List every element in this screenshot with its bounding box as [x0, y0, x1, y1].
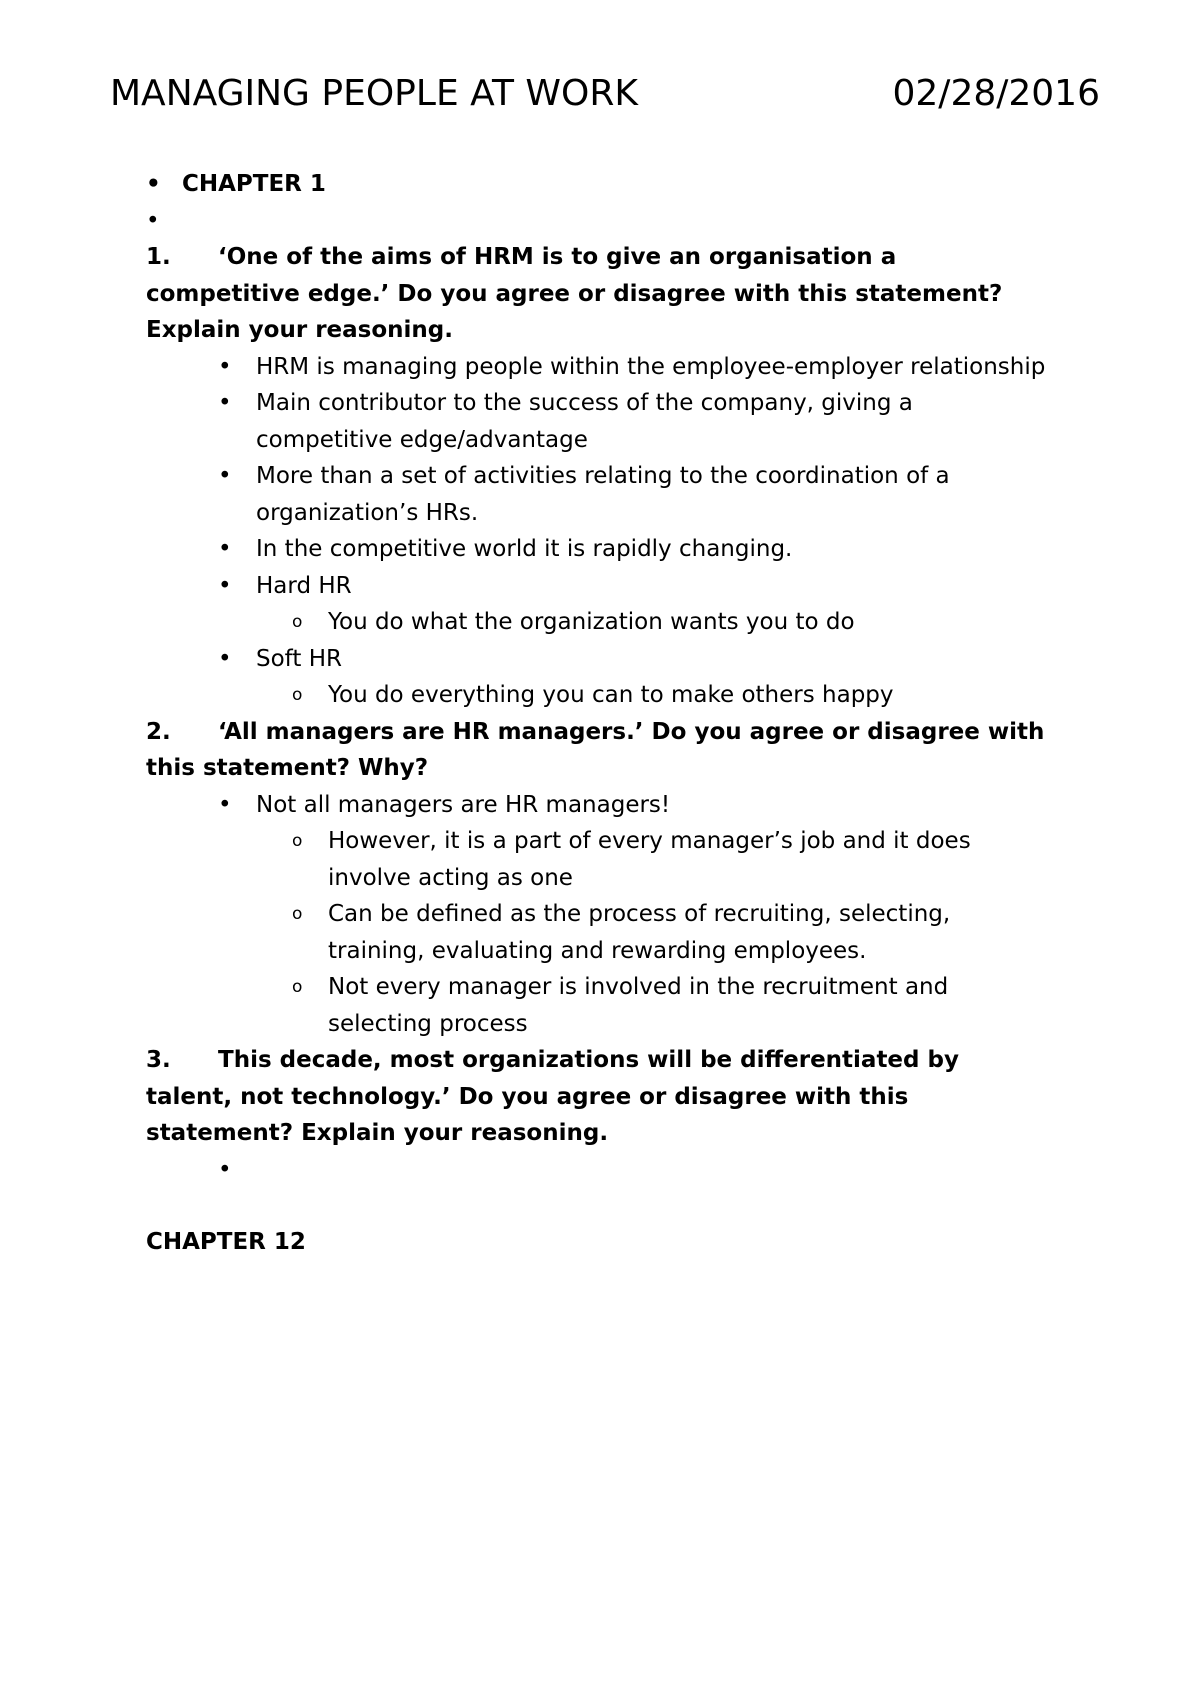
bullet-icon: •	[218, 463, 232, 489]
question-3	[146, 1042, 1046, 1152]
question-number: 1.	[146, 244, 171, 270]
answer-sub-text: You do everything you can to make others happy	[328, 682, 894, 708]
answer-sub-text: Can be defined as the process of recruiting, selecting, training, evaluating and rewarding employees.	[328, 901, 951, 964]
answer-sub-text: Not every manager is involved in the recruitment and selecting process	[328, 974, 949, 1037]
question-2	[146, 714, 1046, 787]
empty-bullet	[146, 203, 1046, 240]
answer-bullet	[146, 641, 1046, 678]
answer-text: Soft HR	[256, 645, 342, 672]
answer-sub-bullet	[146, 969, 1046, 1042]
bullet-icon: •	[146, 171, 161, 197]
question-text: This decade, most organizations will be differentiated by talent, not technology.’ Do you agree or disagree with this statement? Explain your reasoning.	[146, 1047, 959, 1146]
bullet-icon: •	[218, 1156, 232, 1183]
answer-text: Main contributor to the success of the company, giving a competitive edge/advantage	[256, 390, 913, 453]
circle-bullet-icon: o	[292, 904, 303, 924]
bullet-icon: •	[218, 390, 232, 416]
question-1	[146, 239, 1046, 349]
empty-answer-bullet	[146, 1152, 1046, 1189]
answer-bullet	[146, 458, 1046, 531]
bullet-icon: •	[218, 645, 232, 672]
answer-bullet	[146, 349, 1046, 386]
document-date: 02/28/2016	[892, 73, 1100, 114]
document-header	[110, 72, 1100, 116]
answer-bullet	[146, 531, 1046, 568]
circle-bullet-icon: o	[292, 831, 303, 851]
answer-bullet	[146, 787, 1046, 824]
bullet-icon: •	[218, 536, 232, 562]
answer-sub-bullet	[146, 896, 1046, 969]
answer-bullet	[146, 385, 1046, 458]
chapter-12-heading: CHAPTER 12	[146, 1229, 306, 1255]
answer-sub-bullet	[146, 604, 1046, 641]
bullet-icon: •	[218, 791, 232, 818]
circle-bullet-icon: o	[292, 977, 303, 997]
question-text: ‘All managers are HR managers.’ Do you agree or disagree with this statement? Why?	[146, 718, 1045, 781]
answer-bullet	[146, 568, 1046, 605]
question-number: 2.	[146, 718, 171, 745]
answer-sub-bullet	[146, 823, 1046, 896]
answer-sub-text: However, it is a part of every manager’s job and it does involve acting as one	[328, 828, 971, 891]
document-body	[146, 166, 1046, 1261]
document-title: MANAGING PEOPLE AT WORK	[110, 73, 638, 114]
answer-text: Not all managers are HR managers!	[256, 791, 671, 818]
bullet-icon: •	[218, 353, 232, 380]
bullet-icon: •	[146, 207, 160, 234]
question-number: 3.	[146, 1047, 171, 1073]
circle-bullet-icon: o	[292, 612, 303, 632]
question-text: ‘One of the aims of HRM is to give an organisation a competitive edge.’ Do you agree or disagree with this statement? Explain your reasoning.	[146, 244, 1003, 343]
answer-sub-bullet	[146, 677, 1046, 714]
chapter-heading-text: CHAPTER 1	[182, 171, 326, 197]
answer-text: HRM is managing people within the employee-employer relationship	[256, 353, 1046, 380]
chapter-heading	[146, 166, 1046, 203]
answer-text: More than a set of activities relating to the coordination of a organization’s HRs.	[256, 463, 950, 526]
answer-text: In the competitive world it is rapidly changing.	[256, 536, 793, 562]
bullet-icon: •	[218, 572, 232, 599]
answer-sub-text: You do what the organization wants you to do	[328, 609, 855, 635]
circle-bullet-icon: o	[292, 685, 303, 705]
answer-text: Hard HR	[256, 572, 352, 599]
